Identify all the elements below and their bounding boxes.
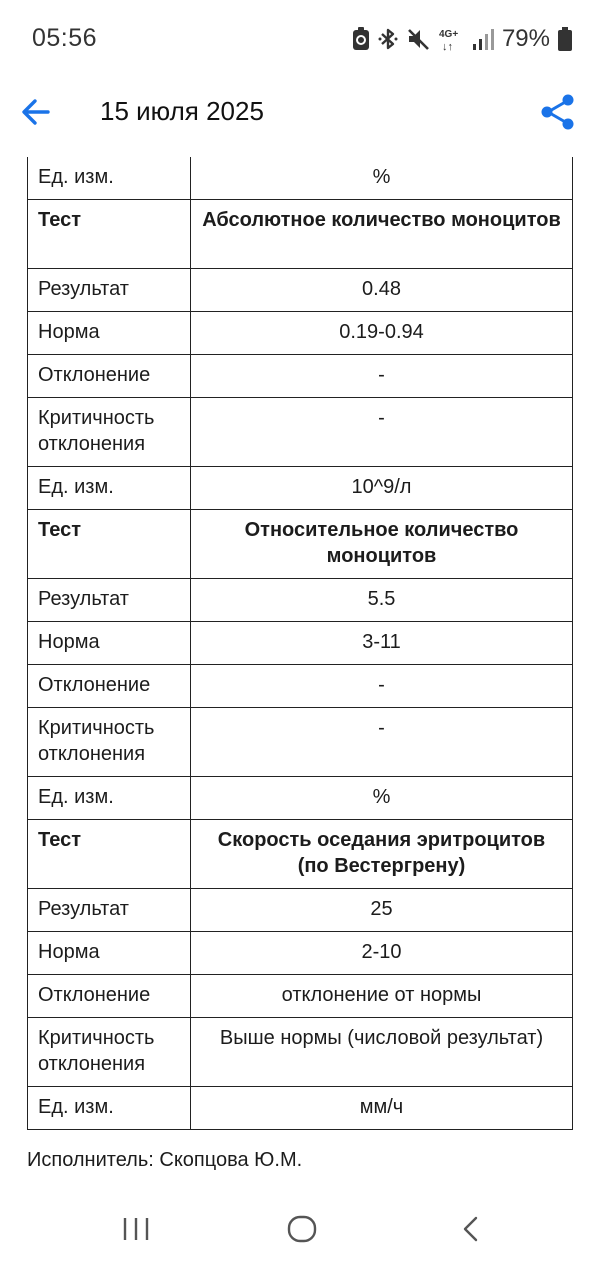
status-icons xyxy=(352,24,572,54)
row-value: 0.48 xyxy=(191,269,573,312)
results-table xyxy=(27,157,573,1130)
network-type-label: 4G+ xyxy=(438,29,459,40)
table-row xyxy=(28,889,573,932)
row-label: Ед. изм. xyxy=(28,157,191,200)
table-row xyxy=(28,622,573,665)
row-label: Норма xyxy=(28,932,191,975)
row-value: - xyxy=(191,355,573,398)
page-title: 15 июля 2025 xyxy=(100,96,264,126)
row-label: Результат xyxy=(28,889,191,932)
system-nav-bar xyxy=(0,1200,600,1266)
battery-icon xyxy=(558,27,572,51)
row-value: 10^9/л xyxy=(191,467,573,510)
row-value: 2-10 xyxy=(191,932,573,975)
test-header-row xyxy=(28,200,573,269)
row-label: Ед. изм. xyxy=(28,777,191,820)
row-value: % xyxy=(191,157,573,200)
battery-percent: 79% xyxy=(501,25,550,52)
row-value: Выше нормы (числовой результат) xyxy=(191,1018,573,1087)
executor-text: Исполнитель: Скопцова Ю.М. xyxy=(27,1149,303,1171)
status-bar xyxy=(0,0,600,80)
row-value: Скорость оседания эритроцитов (по Вестергрену) xyxy=(191,820,573,889)
row-value: 0.19-0.94 xyxy=(191,312,573,355)
row-label: Отклонение xyxy=(28,975,191,1018)
row-label: Критичность отклонения xyxy=(28,708,191,777)
table-row xyxy=(28,312,573,355)
results-content[interactable] xyxy=(0,157,600,1200)
status-time: 05:56 xyxy=(32,24,98,52)
row-value: Относительное количество моноцитов xyxy=(191,510,573,579)
test-header-row xyxy=(28,820,573,889)
table-row xyxy=(28,157,573,200)
row-label: Ед. изм. xyxy=(28,1087,191,1130)
row-label: Результат xyxy=(28,579,191,622)
home-icon[interactable] xyxy=(286,1214,318,1244)
row-value: - xyxy=(191,398,573,467)
table-row xyxy=(28,355,573,398)
row-label: Критичность отклонения xyxy=(28,1018,191,1087)
row-value: Абсолютное количество моноцитов xyxy=(191,200,573,269)
signal-icon xyxy=(472,27,494,51)
row-label: Ед. изм. xyxy=(28,467,191,510)
row-value: 3-11 xyxy=(191,622,573,665)
table-row xyxy=(28,975,573,1018)
row-label: Отклонение xyxy=(28,665,191,708)
row-value: отклонение от нормы xyxy=(191,975,573,1018)
table-row xyxy=(28,708,573,777)
back-nav-icon[interactable] xyxy=(458,1214,484,1244)
4g-lte-icon xyxy=(438,26,464,52)
bluetooth-icon xyxy=(378,27,398,51)
row-label: Критичность отклонения xyxy=(28,398,191,467)
table-row xyxy=(28,579,573,622)
row-value: % xyxy=(191,777,573,820)
saver-icon xyxy=(352,27,370,51)
mute-icon xyxy=(406,27,430,51)
row-value: - xyxy=(191,665,573,708)
recent-apps-icon[interactable] xyxy=(120,1214,152,1244)
app-bar xyxy=(0,80,600,150)
table-row xyxy=(28,1087,573,1130)
table-row xyxy=(28,1018,573,1087)
share-icon[interactable] xyxy=(538,92,578,132)
row-label: Норма xyxy=(28,312,191,355)
row-value: мм/ч xyxy=(191,1087,573,1130)
test-header-row xyxy=(28,510,573,579)
row-label: Отклонение xyxy=(28,355,191,398)
table-row xyxy=(28,665,573,708)
back-arrow-icon[interactable] xyxy=(18,94,54,130)
row-label: Результат xyxy=(28,269,191,312)
table-row xyxy=(28,777,573,820)
row-label: Тест xyxy=(28,200,191,269)
network-activity-label: ↓↑ xyxy=(441,41,453,52)
row-label: Тест xyxy=(28,820,191,889)
row-value: 5.5 xyxy=(191,579,573,622)
table-row xyxy=(28,467,573,510)
table-row xyxy=(28,269,573,312)
row-label: Тест xyxy=(28,510,191,579)
table-row xyxy=(28,398,573,467)
table-row xyxy=(28,932,573,975)
row-label: Норма xyxy=(28,622,191,665)
row-value: - xyxy=(191,708,573,777)
row-value: 25 xyxy=(191,889,573,932)
